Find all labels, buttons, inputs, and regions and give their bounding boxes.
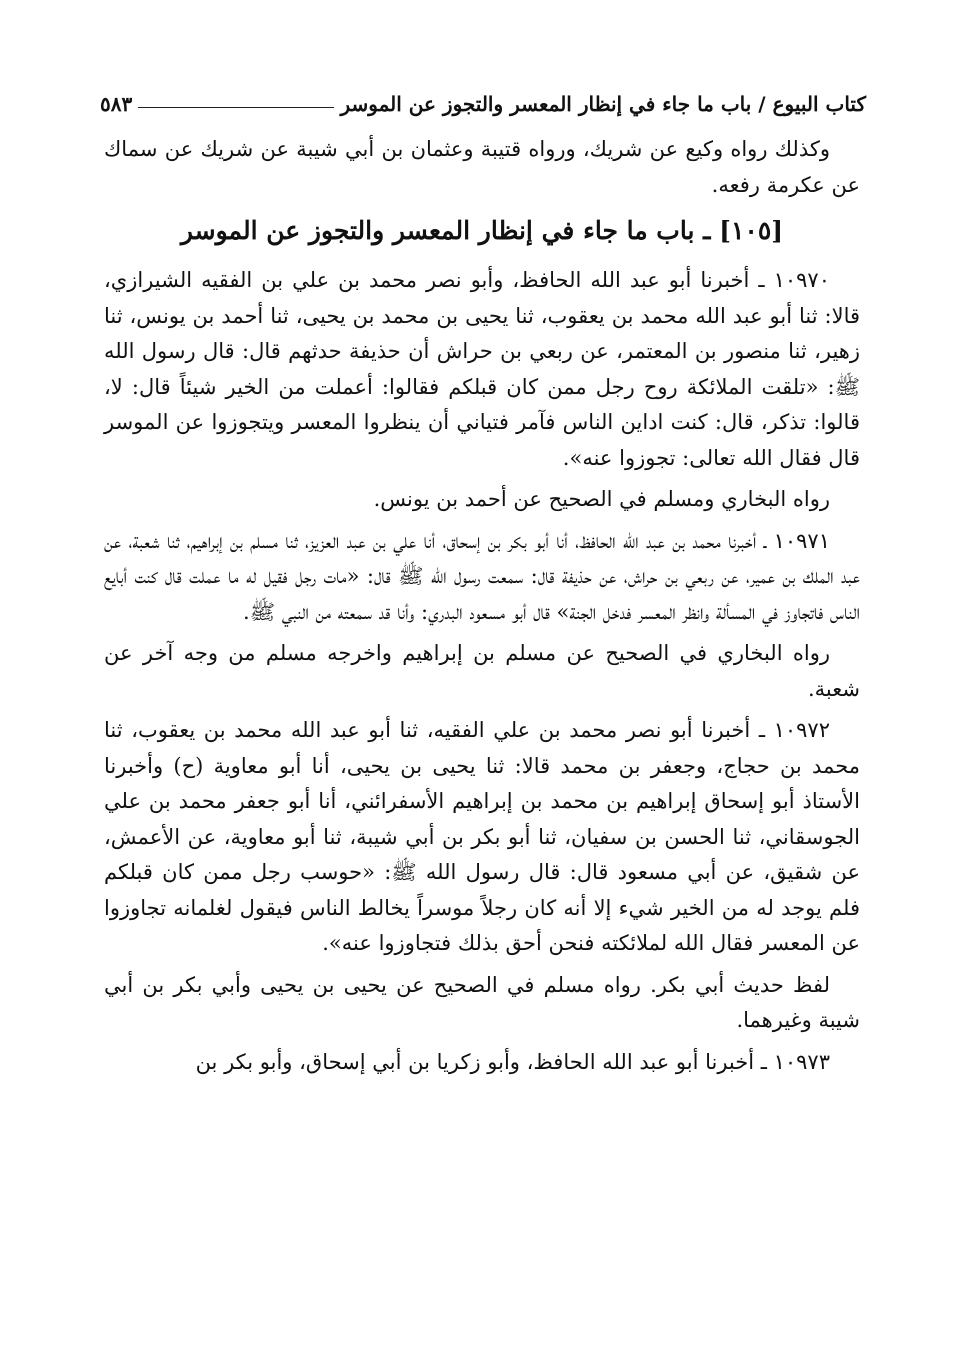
running-title: كتاب البيوع / باب ما جاء في إنظار المعسر والتجوز عن الموسر bbox=[340, 92, 866, 116]
hadith-10973: ١٠٩٧٣ ـ أخبرنا أبو عبد الله الحافظ، وأبو زكريا بن أبي إسحاق، وأبو بكر بن bbox=[195, 1049, 830, 1074]
takhrij-paragraph: رواه البخاري ومسلم في الصحيح عن أحمد بن يونس. bbox=[373, 487, 830, 511]
hadith-10971: ١٠٩٧١ ـ أخبرنا محمد بن عبد الله الحافظ، أنا أبو بكر بن إسحاق، أنا علي بن عبد العزيز، ثنا مسلم بن إبراهيم، ثنا شعبة، عن عبد الملك بن عمير، عن ربعي بن حراش، عن حذيفة قال: سمعت رسول الله ﷺ قال: «مات رجل فقيل له ما عملت قال كنت أبايع الناس فاتجاوز في المسألة وانظر المعسر فدخل الجنة» قال أبو مسعود البدري: وأنا قد سمعته من النبي ﷺ. bbox=[104, 528, 860, 624]
page-body bbox=[104, 132, 860, 1086]
takhrij-paragraph: لفظ حديث أبي بكر. رواه مسلم في الصحيح عن يحيى بن يحيى وأبي بكر بن أبي شيبة وغيرهما. bbox=[104, 972, 860, 1032]
page-number: ٥٨٣ bbox=[100, 92, 133, 116]
page-header bbox=[100, 82, 866, 116]
hadith-10970: ١٠٩٧٠ ـ أخبرنا أبو عبد الله الحافظ، وأبو نصر محمد بن علي بن الفقيه الشيرازي، قالا: ثنا أبو عبد الله محمد بن يعقوب، ثنا يحيى بن محمد بن يحيى، ثنا أحمد بن يونس، ثنا زهير، ثنا منصور بن المعتمر، عن ربعي بن حراش أن حذيفة حدثهم قال: قال رسول الله ﷺ: «تلقت الملائكة روح رجل ممن كان قبلكم فقالوا: أعملت من الخير شيئاً قال: لا، قالوا: تذكر، قال: كنت اداين الناس فآمر فتياني أن ينظروا المعسر ويتجوزوا عن الموسر قال فقال الله تعالى: تجوزوا عنه». bbox=[104, 268, 860, 470]
hadith-10972: ١٠٩٧٢ ـ أخبرنا أبو نصر محمد بن علي الفقيه، ثنا أبو عبد الله محمد بن يعقوب، ثنا محمد بن حجاج، وجعفر بن محمد قالا: ثنا يحيى بن يحيى، أنا أبو معاوية (ح) وأخبرنا الأستاذ أبو إسحاق إبراهيم بن محمد بن إبراهيم الأسفرائني، أنا أبو جعفر محمد بن علي الجوسقاني، ثنا الحسن بن سفيان، ثنا أبو بكر بن أبي شيبة، ثنا أبو معاوية، عن الأعمش، عن شقيق، عن أبي مسعود قال: قال رسول الله ﷺ: «حوسب رجل ممن كان قبلكم فلم يوجد له من الخير شيء إلا أنه كان رجلاً موسراً يخالط الناس فيقول لغلمانه تجاوزوا عن المعسر فقال الله لملائكته فنحن أحق بذلك فتجاوزوا عنه». bbox=[104, 718, 860, 955]
takhrij-paragraph: رواه البخاري في الصحيح عن مسلم بن إبراهيم واخرجه مسلم من وجه آخر عن شعبة. bbox=[104, 641, 860, 701]
section-heading: [١٠٥] ـ باب ما جاء في إنظار المعسر والتجوز عن الموسر bbox=[180, 216, 784, 245]
paragraph-continuation: وكذلك رواه وكيع عن شريك، ورواه قتيبة وعثمان بن أبي شيبة عن شريك عن سماك عن عكرمة رفعه. bbox=[104, 137, 860, 197]
header-rule bbox=[138, 107, 334, 108]
